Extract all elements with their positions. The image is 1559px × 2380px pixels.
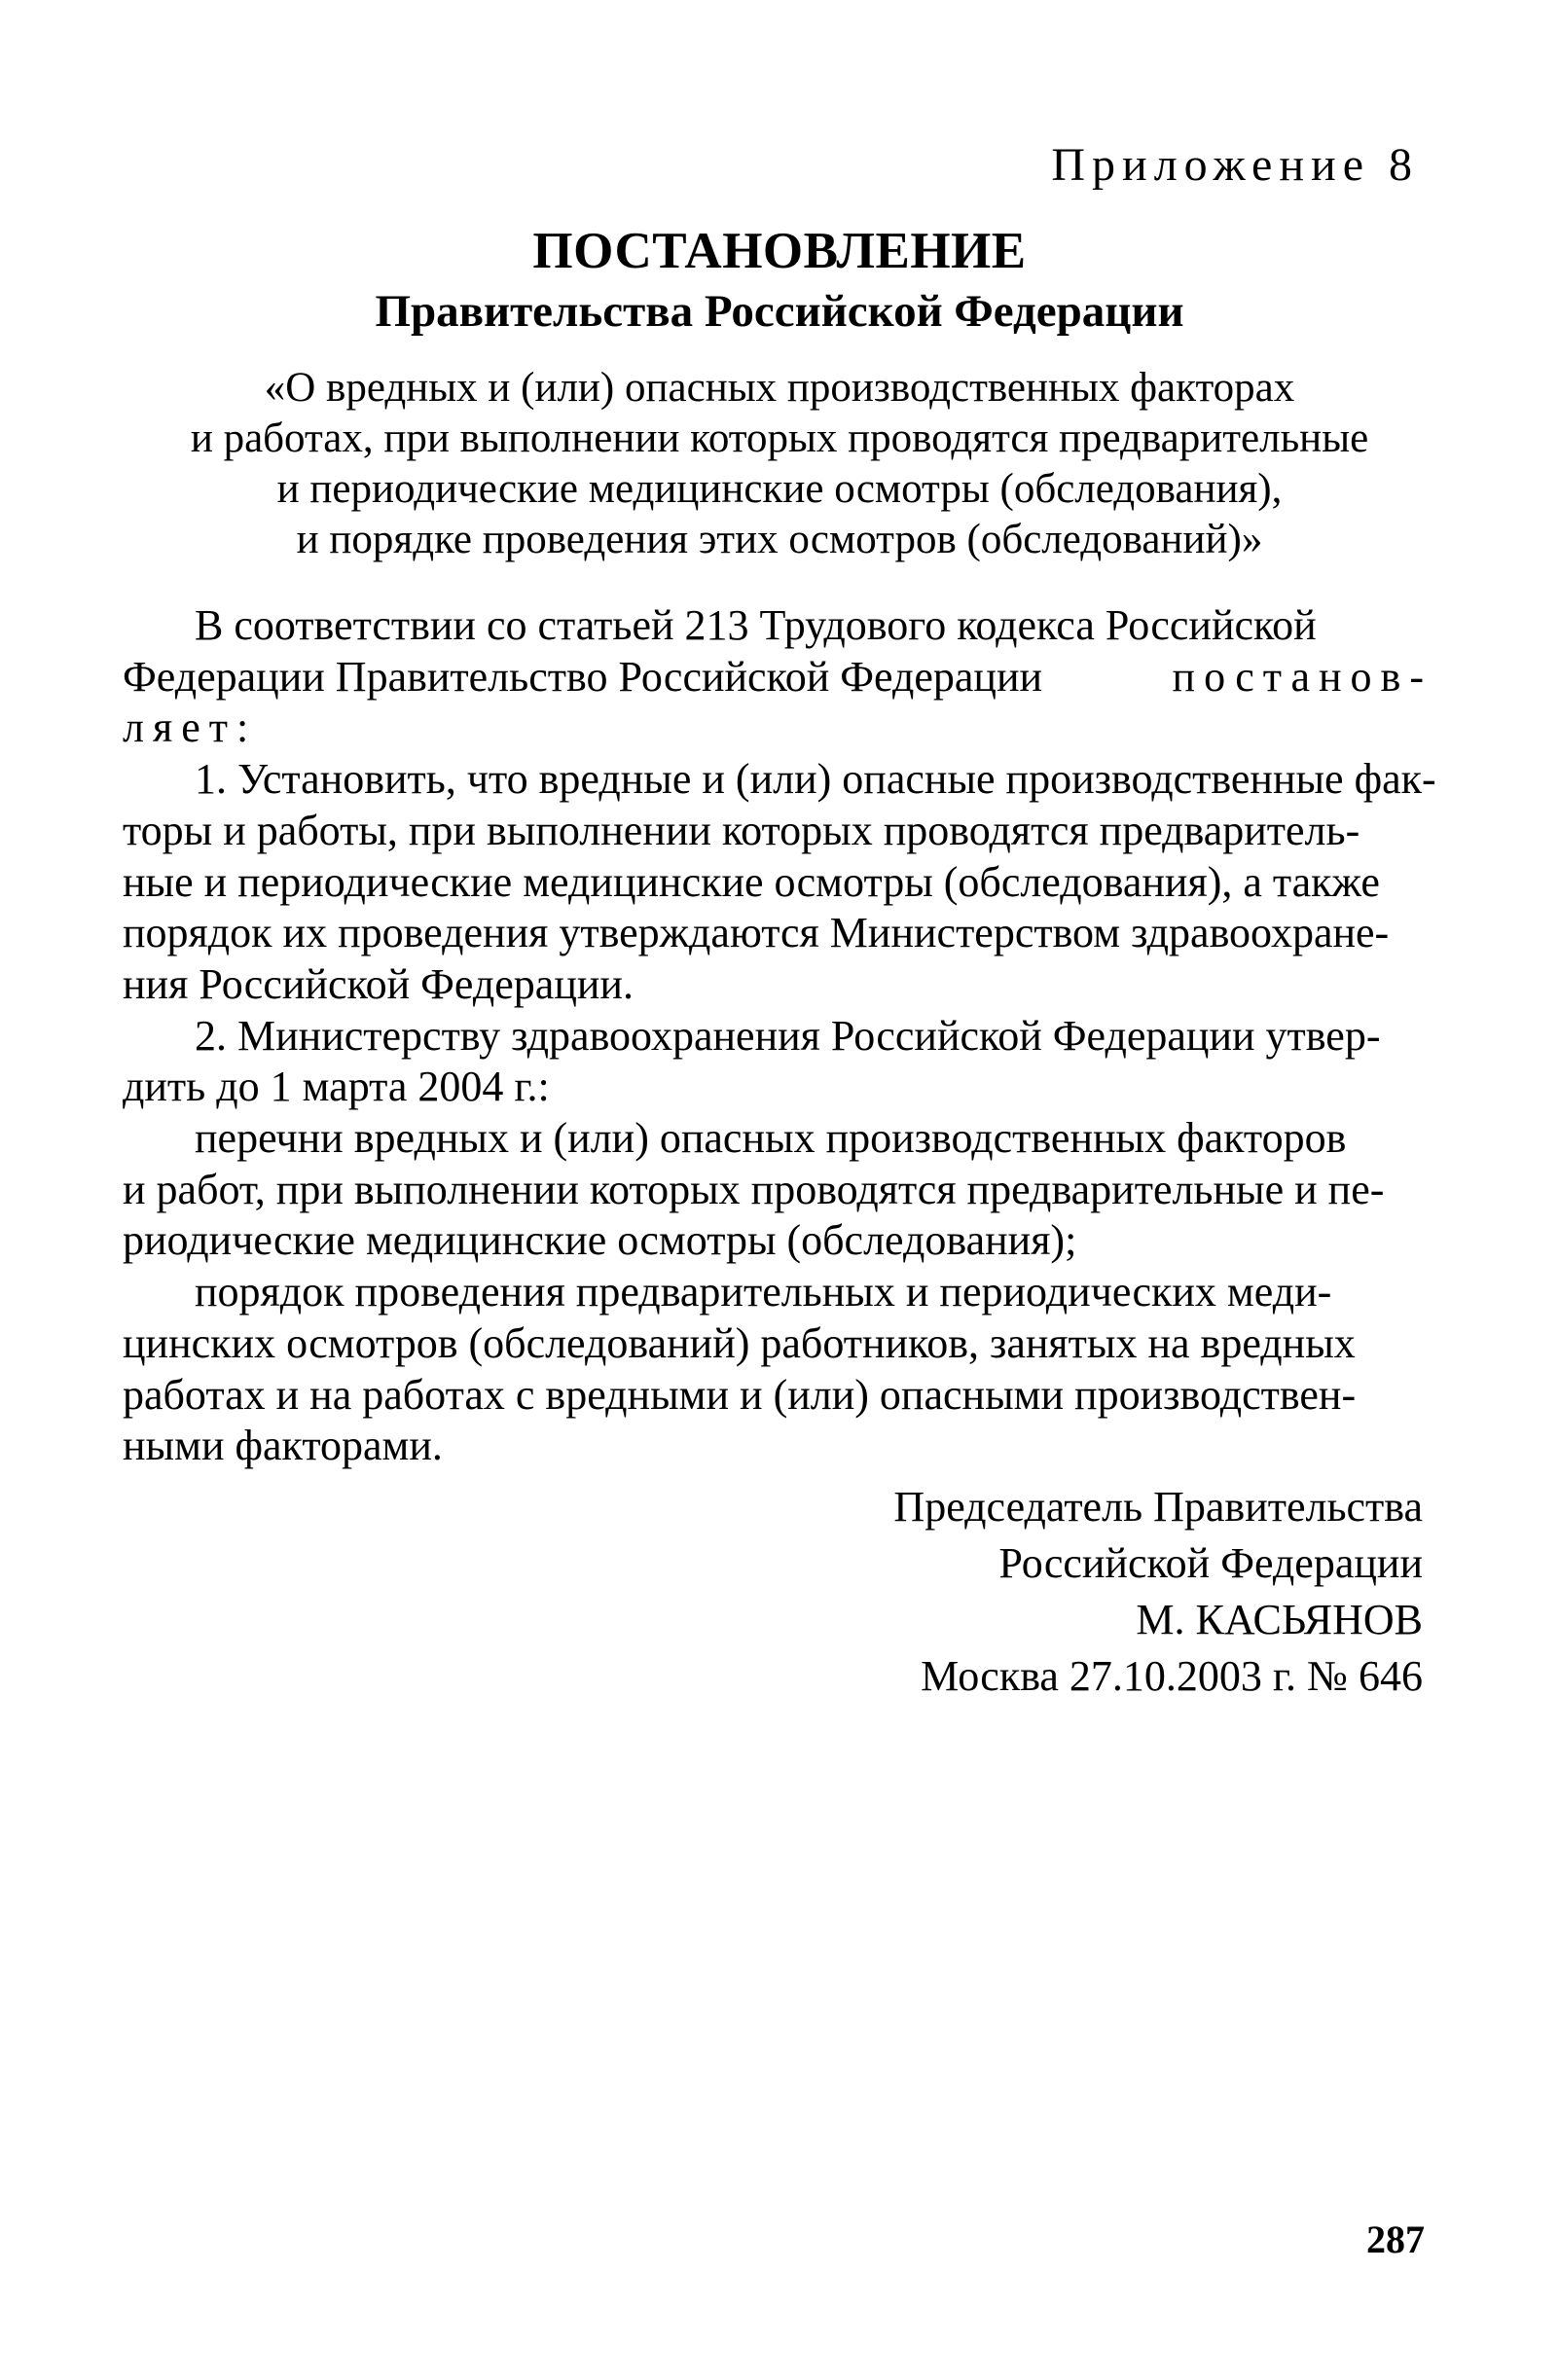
paragraph-1-line <box>123 959 1432 1011</box>
issuing-body-heading: Правительства Российской Федерации <box>375 286 1184 337</box>
paragraph-text: цинских осмотров (обследований) работников, занятых на вредных <box>123 1318 1356 1367</box>
paragraph-4-line <box>123 1370 1432 1422</box>
paragraph-text: ния Российской Федерации. <box>123 959 634 1008</box>
preamble-spaced-text: ляет: <box>123 703 258 752</box>
signatory-position: Российской Федерации <box>998 1539 1423 1587</box>
title-line: и работах, при выполнении которых проводятся предварительные <box>190 415 1369 461</box>
paragraph-3-line <box>123 1215 1432 1267</box>
paragraph-2-line <box>123 1011 1432 1063</box>
paragraph-1-line <box>123 908 1432 959</box>
signatory-name: М. КАСЬЯНОВ <box>1136 1596 1423 1643</box>
title-line: «О вредных и (или) опасных производственных факторах <box>264 365 1295 411</box>
paragraph-4-line <box>123 1421 1432 1472</box>
paragraph-3-line <box>123 1113 1432 1165</box>
signature-block <box>893 1479 1423 1705</box>
paragraph-text: ные и периодические медицинские осмотры (обследования), а также <box>123 857 1380 906</box>
paragraph-text: и работ, при выполнении которых проводятся предварительные и пе- <box>123 1165 1385 1213</box>
paragraph-1-line <box>123 857 1432 909</box>
paragraph-4-line <box>123 1267 1432 1318</box>
paragraph-text: дить до 1 марта 2004 г.: <box>123 1063 550 1111</box>
paragraph-text: ными факторами. <box>123 1422 443 1470</box>
paragraph-text: 1. Установить, что вредные и (или) опасные производственные фак- <box>195 755 1436 804</box>
place-date-number: Москва 27.10.2003 г. № 646 <box>921 1652 1423 1700</box>
paragraph-text: 2. Министерству здравоохранения Российской Федерации утвер- <box>195 1011 1381 1060</box>
paragraph-text: торы и работы, при выполнении которых проводятся предваритель- <box>123 806 1360 854</box>
title-line: и порядке проведения этих осмотров (обследований)» <box>296 517 1263 562</box>
preamble-line <box>123 652 1432 703</box>
document-title <box>127 363 1432 565</box>
paragraph-3-line <box>123 1165 1432 1216</box>
preamble-spaced-text: постанов- <box>1172 652 1432 701</box>
preamble-line <box>123 600 1432 652</box>
paragraph-text: порядок проведения предварительных и периодических меди- <box>195 1268 1332 1316</box>
preamble-text: Федерации Правительство Российской Федерации <box>123 652 1043 701</box>
title-line: и периодические медицинские осмотры (обследования), <box>276 466 1283 512</box>
paragraph-text: порядок их проведения утверждаются Министерством здравоохране- <box>123 909 1390 957</box>
paragraph-1-line <box>123 806 1432 857</box>
document-type-heading: ПОСТАНОВЛЕНИЕ <box>532 223 1027 279</box>
signatory-position: Председатель Правительства <box>893 1483 1423 1531</box>
paragraph-2-line <box>123 1062 1432 1113</box>
paragraph-text: работах и на работах с вредными и (или) опасными производствен- <box>123 1370 1357 1419</box>
paragraph-text: риодические медицинские осмотры (обследования); <box>123 1216 1077 1265</box>
preamble-text: В соответствии со статьей 213 Трудового кодекса Российской <box>195 601 1317 649</box>
paragraph-text: перечни вредных и (или) опасных производственных факторов <box>195 1114 1347 1163</box>
page-number: 287 <box>1366 2218 1425 2261</box>
document-body <box>123 600 1436 1472</box>
appendix-label: Приложение 8 <box>1051 139 1419 191</box>
paragraph-1-line <box>123 754 1436 806</box>
paragraph-4-line <box>123 1318 1432 1370</box>
preamble-line <box>123 703 1432 754</box>
